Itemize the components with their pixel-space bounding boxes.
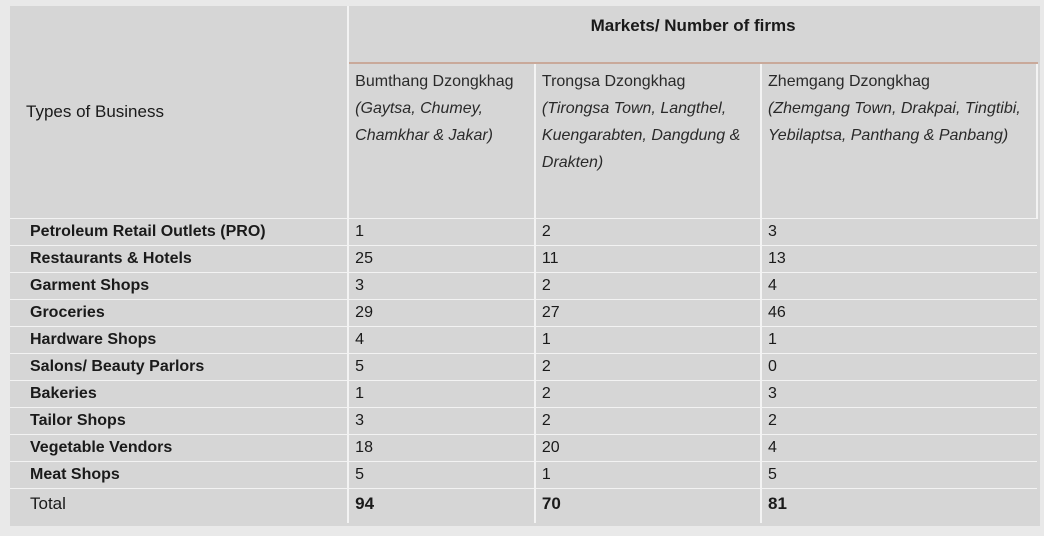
row-label: Petroleum Retail Outlets (PRO) <box>10 219 348 246</box>
total-value: 94 <box>348 489 535 524</box>
table-row <box>10 219 1037 246</box>
cell-value: 0 <box>761 354 1037 381</box>
column-places: (Gaytsa, Chumey, Chamkhar & Jakar) <box>355 100 493 144</box>
cell-value: 1 <box>348 219 535 246</box>
cell-value: 5 <box>348 462 535 489</box>
total-value: 70 <box>535 489 761 524</box>
cell-value: 2 <box>535 381 761 408</box>
cell-value: 13 <box>761 246 1037 273</box>
column-name: Bumthang Dzongkhag <box>355 73 514 90</box>
row-label: Bakeries <box>10 381 348 408</box>
cell-value: 46 <box>761 300 1037 327</box>
row-label: Salons/ Beauty Parlors <box>10 354 348 381</box>
row-label: Garment Shops <box>10 273 348 300</box>
cell-value: 4 <box>761 273 1037 300</box>
table-row <box>10 327 1037 354</box>
total-row <box>10 489 1037 524</box>
cell-value: 5 <box>348 354 535 381</box>
column-name: Zhemgang Dzongkhag <box>768 73 930 90</box>
cell-value: 4 <box>761 435 1037 462</box>
cell-value: 2 <box>535 408 761 435</box>
markets-header: Markets/ Number of firms <box>348 6 1037 63</box>
column-places: (Zhemgang Town, Drakpai, Tingtibi, Yebilaptsa, Panthang & Panbang) <box>768 100 1021 144</box>
cell-value: 1 <box>761 327 1037 354</box>
cell-value: 3 <box>761 219 1037 246</box>
table-row <box>10 462 1037 489</box>
cell-value: 20 <box>535 435 761 462</box>
total-value: 81 <box>761 489 1037 524</box>
row-label: Groceries <box>10 300 348 327</box>
table-row <box>10 408 1037 435</box>
cell-value: 3 <box>761 381 1037 408</box>
cell-value: 27 <box>535 300 761 327</box>
column-name: Trongsa Dzongkhag <box>541 73 686 90</box>
table-row <box>10 273 1037 300</box>
table-row <box>10 300 1037 327</box>
cell-value: 1 <box>348 381 535 408</box>
cell-value: 29 <box>348 300 535 327</box>
business-markets-table <box>10 6 1038 523</box>
table-row <box>10 435 1037 462</box>
cell-value: 2 <box>535 219 761 246</box>
row-label: Tailor Shops <box>10 408 348 435</box>
cell-value: 18 <box>348 435 535 462</box>
row-label: Restaurants & Hotels <box>10 246 348 273</box>
cell-value: 2 <box>761 408 1037 435</box>
cell-value: 11 <box>535 246 761 273</box>
types-of-business-header: Types of Business <box>10 6 348 219</box>
cell-value: 5 <box>761 462 1037 489</box>
cell-value: 2 <box>535 354 761 381</box>
row-label: Hardware Shops <box>10 327 348 354</box>
column-places: (Tirongsa Town, Langthel, Kuengarabten, Dangdung & Drakten) <box>541 100 741 171</box>
cell-value: 1 <box>535 462 761 489</box>
total-label: Total <box>10 489 348 524</box>
cell-value: 2 <box>535 273 761 300</box>
table-row <box>10 381 1037 408</box>
row-label: Vegetable Vendors <box>10 435 348 462</box>
column-header-bumthang <box>348 63 535 219</box>
table-row <box>10 354 1037 381</box>
cell-value: 4 <box>348 327 535 354</box>
cell-value: 1 <box>535 327 761 354</box>
column-header-zhemgang <box>761 63 1037 219</box>
row-label: Meat Shops <box>10 462 348 489</box>
cell-value: 25 <box>348 246 535 273</box>
cell-value: 3 <box>348 273 535 300</box>
table-row <box>10 246 1037 273</box>
cell-value: 3 <box>348 408 535 435</box>
column-header-trongsa <box>535 63 761 219</box>
